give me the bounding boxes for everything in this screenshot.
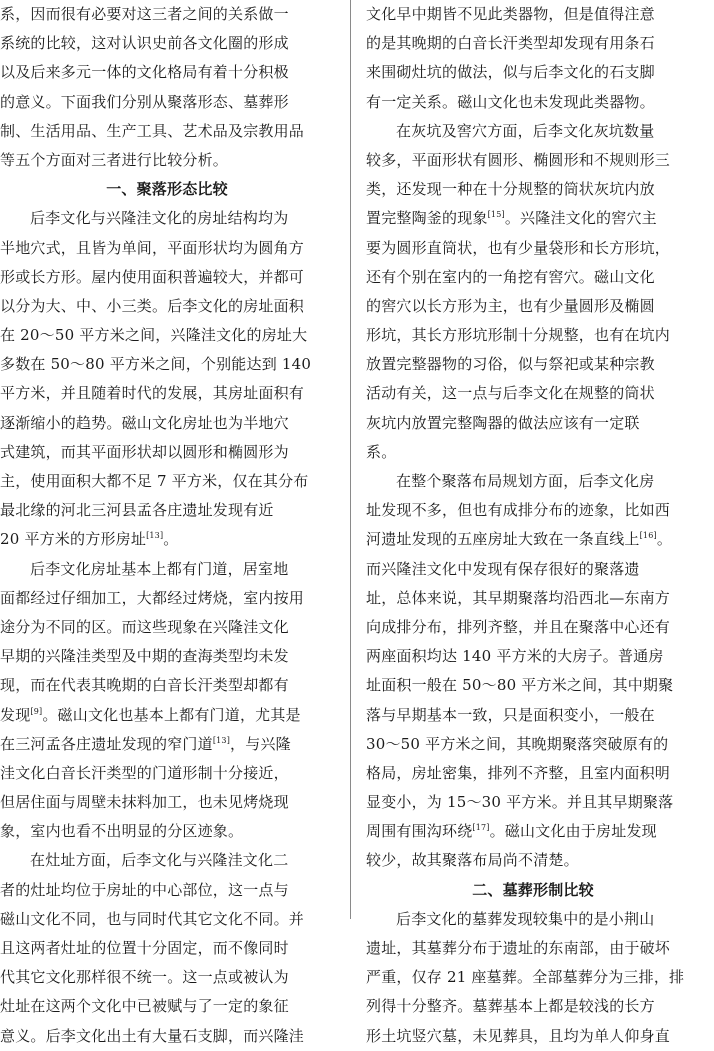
line-text: 最北缘的河北三河县孟各庄遗址发现有近 bbox=[0, 501, 274, 520]
text-line bbox=[0, 146, 334, 175]
line-text: 早期的兴隆洼类型及中期的查海类型均未发 bbox=[0, 647, 289, 666]
line-text: 形或长方形。屋内使用面积普遍较大，并都可 bbox=[0, 267, 305, 286]
text-line bbox=[366, 671, 700, 700]
text-line bbox=[366, 350, 700, 379]
text-line bbox=[0, 204, 334, 233]
line-text: 洼文化白音长汗类型的门道形制十分接近， bbox=[0, 763, 289, 782]
text-line bbox=[0, 963, 334, 992]
text-line bbox=[366, 204, 700, 233]
line-text: 系统的比较，这对认识史前各文化圈的形成 bbox=[0, 34, 289, 53]
text-line bbox=[0, 788, 334, 817]
line-text: 制、生活用品、生产工具、艺术品及宗教用品 bbox=[0, 121, 305, 140]
line-text: 灶址在这两个文化中已被赋与了一定的象征 bbox=[0, 997, 289, 1016]
line-text: 磁山文化不同，也与同时代其它文化不同。并 bbox=[0, 909, 305, 928]
line-text: 在 20～50 平方米之间，兴隆洼文化的房址大 bbox=[0, 326, 308, 345]
line-text: 系，因而很有必要对这三者之间的关系做一 bbox=[0, 5, 289, 23]
text-line bbox=[366, 525, 700, 554]
line-text: 且这两者灶址的位置十分固定，而不像同时 bbox=[0, 939, 289, 957]
text-line bbox=[366, 438, 700, 467]
line-text: 等五个方面对三者进行比较分析。 bbox=[0, 150, 229, 169]
text-line bbox=[366, 846, 700, 875]
text-line bbox=[0, 234, 334, 263]
text-line bbox=[0, 409, 334, 438]
text-line bbox=[366, 788, 700, 817]
line-text: 有一定关系。磁山文化也未发现此类器物。 bbox=[366, 92, 655, 111]
citation-ref: [13] bbox=[146, 531, 164, 541]
line-text: 象，室内也看不出明显的分区迹象。 bbox=[0, 822, 244, 841]
text-line bbox=[366, 467, 700, 496]
text-line bbox=[366, 88, 700, 117]
text-line bbox=[0, 263, 334, 292]
text-line bbox=[366, 379, 700, 408]
text-line bbox=[0, 58, 334, 87]
line-text: 遗址，其墓葬分布于遗址的东南部，由于破坏 bbox=[366, 939, 671, 957]
text-line bbox=[0, 379, 334, 408]
line-text-after: 。磁山文化由于房址发现 bbox=[489, 822, 657, 841]
line-text: 较少，故其聚落布局尚不清楚。 bbox=[366, 851, 579, 870]
line-text-after: 。 bbox=[656, 530, 673, 549]
text-line bbox=[0, 88, 334, 117]
line-text: 两座面积均达 140 平方米的大房子。普通房 bbox=[366, 647, 664, 666]
line-text-after: 。 bbox=[163, 530, 179, 549]
text-line bbox=[366, 934, 700, 963]
line-text: 址，总体来说，其早期聚落均沿西北—东南方 bbox=[366, 588, 671, 607]
line-text: 在整个聚落布局规划方面，后李文化房 bbox=[396, 472, 655, 490]
line-text-after: ，与兴隆 bbox=[230, 734, 291, 753]
line-text: 后李文化的墓葬发现较集中的是小荆山 bbox=[396, 909, 655, 928]
line-text: 意义。后李文化出土有大量石支脚，而兴隆洼 bbox=[0, 1026, 305, 1045]
line-text: 者的灶址均位于房址的中心部位，这一点与 bbox=[0, 880, 289, 899]
text-line bbox=[0, 292, 334, 321]
line-text: 址面积一般在 50～80 平方米之间，其中期聚 bbox=[366, 676, 674, 695]
text-line bbox=[366, 701, 700, 730]
text-line bbox=[366, 234, 700, 263]
citation-ref: [16] bbox=[639, 531, 657, 541]
text-line bbox=[366, 730, 700, 759]
text-line bbox=[366, 146, 700, 175]
line-text: 置完整陶釜的现象 bbox=[366, 209, 488, 228]
line-text: 多数在 50～80 平方米之间，个别能达到 140 bbox=[0, 355, 312, 374]
text-line bbox=[0, 1022, 334, 1051]
line-text-after: 。磁山文化也基本上都有门道，尤其是 bbox=[42, 705, 301, 724]
line-text: 二、墓葬形制比较 bbox=[472, 880, 594, 899]
text-line bbox=[366, 263, 700, 292]
text-line bbox=[0, 0, 334, 29]
line-text: 较多，平面形状有圆形、椭圆形和不规则形三 bbox=[366, 150, 671, 169]
line-text: 系。 bbox=[366, 442, 397, 461]
text-line bbox=[0, 992, 334, 1021]
text-line bbox=[366, 992, 700, 1021]
text-line bbox=[366, 1022, 700, 1051]
line-text: 后李文化与兴隆洼文化的房址结构均为 bbox=[30, 209, 289, 228]
text-line bbox=[366, 292, 700, 321]
line-text: 现，而在代表其晚期的白音长汗类型却都有 bbox=[0, 676, 289, 695]
line-text: 文化早中期皆不见此类器物，但是值得注意 bbox=[366, 5, 655, 23]
text-line bbox=[366, 555, 700, 584]
text-line bbox=[0, 613, 334, 642]
line-text: 河遗址发现的五座房址大致在一条直线上 bbox=[366, 530, 640, 549]
text-line bbox=[0, 846, 334, 875]
line-text: 以分为大、中、小三类。后李文化的房址面积 bbox=[0, 296, 305, 315]
line-text: 平方米，并且随着时代的发展，其房址面积有 bbox=[0, 384, 305, 403]
line-text: 列得十分整齐。墓葬基本上都是较浅的长方 bbox=[366, 997, 655, 1016]
line-text: 而兴隆洼文化中发现有保存很好的聚落遗 bbox=[366, 559, 640, 578]
text-line bbox=[366, 0, 700, 29]
citation-ref: [15] bbox=[487, 210, 505, 220]
text-line bbox=[0, 29, 334, 58]
text-line bbox=[366, 905, 700, 934]
line-text: 代其它文化那样很不统一。这一点或被认为 bbox=[0, 968, 289, 987]
text-line bbox=[366, 496, 700, 525]
text-line bbox=[366, 409, 700, 438]
citation-ref: [17] bbox=[472, 823, 490, 833]
line-text: 30～50 平方米之间，其晚期聚落突破原有的 bbox=[366, 734, 669, 753]
line-text: 落与早期基本一致，只是面积变小，一般在 bbox=[366, 705, 655, 724]
line-text: 在灶址方面，后李文化与兴隆洼文化二 bbox=[30, 851, 289, 870]
text-line bbox=[0, 701, 334, 730]
line-text: 形坑，其长方形坑形制十分规整，也有在坑内 bbox=[366, 326, 671, 345]
text-line bbox=[366, 613, 700, 642]
line-text: 向成排分布，排列齐整，并且在聚落中心还有 bbox=[366, 617, 671, 636]
text-line bbox=[366, 584, 700, 613]
text-line bbox=[0, 467, 334, 496]
text-line bbox=[366, 817, 700, 846]
line-text: 还有个别在室内的一角挖有窖穴。磁山文化 bbox=[366, 267, 655, 286]
line-text: 但居住面与周壁未抹料加工，也未见烤烧现 bbox=[0, 793, 289, 812]
line-text: 途分为不同的区。而这些现象在兴隆洼文化 bbox=[0, 617, 289, 636]
line-text: 逐渐缩小的趋势。磁山文化房址也为半地穴 bbox=[0, 413, 289, 432]
line-text: 以及后来多元一体的文化格局有着十分积极 bbox=[0, 63, 289, 82]
text-line bbox=[366, 963, 700, 992]
line-text: 址发现不多，但也有成排分布的迹象，比如西 bbox=[366, 501, 671, 520]
text-line bbox=[0, 817, 334, 846]
text-line bbox=[0, 438, 334, 467]
text-line bbox=[366, 642, 700, 671]
text-line bbox=[366, 175, 700, 204]
line-text: 发现 bbox=[0, 705, 31, 724]
line-text: 来围砌灶坑的做法，似与后李文化的石支脚 bbox=[366, 63, 655, 82]
text-line bbox=[0, 525, 334, 554]
text-line bbox=[0, 905, 334, 934]
text-line bbox=[0, 555, 334, 584]
line-text: 的意义。下面我们分别从聚落形态、墓葬形 bbox=[0, 92, 289, 111]
text-line bbox=[0, 730, 334, 759]
line-text: 显变小，为 15～30 平方米。并且其早期聚落 bbox=[366, 793, 674, 812]
line-text: 在三河孟各庄遗址发现的窄门道 bbox=[0, 734, 213, 753]
line-text: 严重，仅存 21 座墓葬。全部墓葬分为三排，排 bbox=[366, 968, 685, 987]
text-line bbox=[0, 321, 334, 350]
line-text: 后李文化房址基本上都有门道，居室地 bbox=[30, 559, 289, 578]
line-text: 一、聚落形态比较 bbox=[106, 180, 228, 199]
citation-ref: [9] bbox=[30, 706, 43, 716]
text-line bbox=[366, 759, 700, 788]
line-text-after: 。兴隆洼文化的窖穴主 bbox=[504, 209, 657, 228]
line-text: 在灰坑及窖穴方面，后李文化灰坑数量 bbox=[396, 121, 655, 140]
column-divider bbox=[350, 0, 351, 919]
line-text: 主，使用面积大都不足 7 平方米，仅在其分布 bbox=[0, 472, 309, 490]
text-line bbox=[366, 117, 700, 146]
text-line bbox=[0, 759, 334, 788]
line-text: 放置完整器物的习俗，似与祭祀或某种宗教 bbox=[366, 355, 655, 374]
text-line bbox=[0, 584, 334, 613]
text-line bbox=[366, 58, 700, 87]
line-text: 半地穴式，且皆为单间，平面形状均为圆角方 bbox=[0, 238, 305, 257]
section-heading bbox=[0, 175, 334, 204]
line-text: 式建筑，而其平面形状却以圆形和椭圆形为 bbox=[0, 442, 289, 461]
line-text: 要为圆形直筒状，也有少量袋形和长方形坑， bbox=[366, 238, 671, 257]
line-text: 的是其晚期的白音长汗类型却发现有用条石 bbox=[366, 34, 655, 53]
text-line bbox=[366, 321, 700, 350]
citation-ref: [13] bbox=[212, 735, 231, 745]
line-text: 的窖穴以长方形为主，也有少量圆形及椭圆 bbox=[366, 296, 655, 315]
text-line bbox=[0, 350, 334, 379]
text-line bbox=[0, 117, 334, 146]
right-text-column bbox=[366, 0, 700, 1051]
line-text: 20 平方米的方形房址 bbox=[0, 530, 147, 549]
left-text-column bbox=[0, 0, 334, 1051]
text-line bbox=[0, 934, 334, 963]
line-text: 类，还发现一种在十分规整的筒状灰坑内放 bbox=[366, 180, 655, 199]
line-text: 活动有关，这一点与后李文化在规整的筒状 bbox=[366, 384, 655, 403]
line-text: 形土坑竖穴墓，未见葬具，且均为单人仰身直 bbox=[366, 1026, 671, 1045]
text-line bbox=[0, 496, 334, 525]
line-text: 周围有围沟环绕 bbox=[366, 822, 473, 841]
text-line bbox=[0, 642, 334, 671]
text-line bbox=[366, 29, 700, 58]
line-text: 面都经过仔细加工，大都经过烤烧，室内按用 bbox=[0, 588, 305, 607]
line-text: 格局，房址密集，排列不齐整，且室内面积明 bbox=[366, 763, 671, 782]
text-line bbox=[0, 876, 334, 905]
section-heading bbox=[366, 876, 700, 905]
text-line bbox=[0, 671, 334, 700]
line-text: 灰坑内放置完整陶器的做法应该有一定联 bbox=[366, 413, 640, 432]
